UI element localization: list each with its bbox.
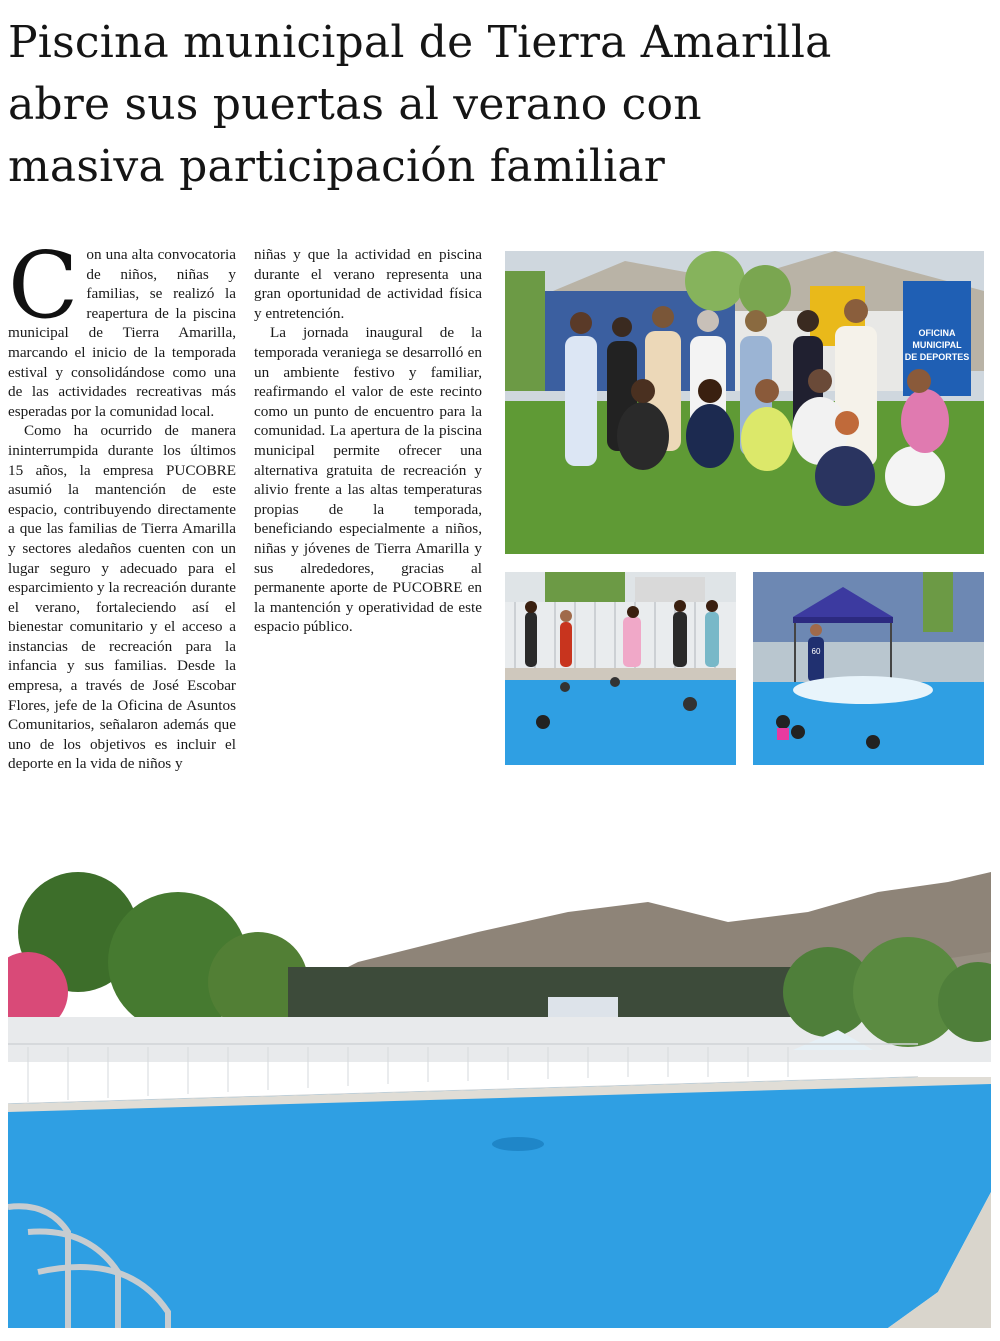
svg-text:MUNICIPAL: MUNICIPAL [912,340,962,350]
pool-panorama-photo [8,872,991,1328]
headline-line-3: masiva participación familiar [8,141,666,192]
paragraph-intro-text: on una alta convocatoria de niños, niñas y familias, se realizó la reapertura de la piscina municipal de Tierra Amarilla, marcando el inicio de la temporada estival y consolidándose como una de las actividades recreativas más esperadas por la comunidad local. [8,246,236,420]
pool-photo-2-image [753,572,984,765]
pool-photo-1 [505,572,736,765]
paragraph-pucobre: Como ha ocurrido de manera ininterrumpida durante los últimos 15 años, la empresa PUCOBRE asumió la mantención de este espacio, contribuyendo directamente a que las familias de Tierra Amarilla y sectores aledaños cuenten con un lugar seguro y adecuado para el esparcimiento y la recreación durante el verano, fortaleciendo así el bienestar comunitario y el acceso a instancias de recreación para la infancia y sus familias. Desde la empresa, a través de José Escobar Flores, jefe de la Oficina de Asuntos Comunitarios, señalaron además que uno de los objetivos es incluir el deporte en la vida de niños y [8,422,236,773]
shirt-number: 60 [811,647,821,656]
paragraph-intro [8,232,236,421]
pool-photo-1-image [505,572,736,765]
banner-text: OFICINA [918,328,956,338]
pool-photo-2 [753,572,984,765]
article-column-2 [254,245,482,637]
headline-line-1: Piscina municipal de Tierra Amarilla [8,17,832,68]
group-photo [505,251,984,554]
pool-panorama-image [8,872,991,1328]
article-column-1 [8,232,236,774]
svg-text:DE DEPORTES: DE DEPORTES [904,352,970,362]
headline [8,12,988,198]
dropcap: C [8,232,79,339]
headline-line-2: abre sus puertas al verano con [8,79,702,130]
paragraph-continuation: niñas y que la actividad en piscina durante el verano representa una gran oportunidad de actividad física y entretención. [254,246,482,322]
paragraph-jornada: La jornada inaugural de la temporada veraniega se desarrolló en un ambiente festivo y familiar, reafirmando el valor de este recinto como un punto de encuentro para la comunidad. La apertura de la piscina municipal permite ofrecer una alternativa gratuita de recreación y alivio frente a las altas temperaturas propias de la temporada, beneficiando especialmente a niños, niñas y jóvenes de Tierra Amarilla y sus alrededores, gracias al permanente aporte de PUCOBRE en la mantención y operatividad de este espacio público. [254,324,482,636]
group-photo-image [505,251,984,554]
